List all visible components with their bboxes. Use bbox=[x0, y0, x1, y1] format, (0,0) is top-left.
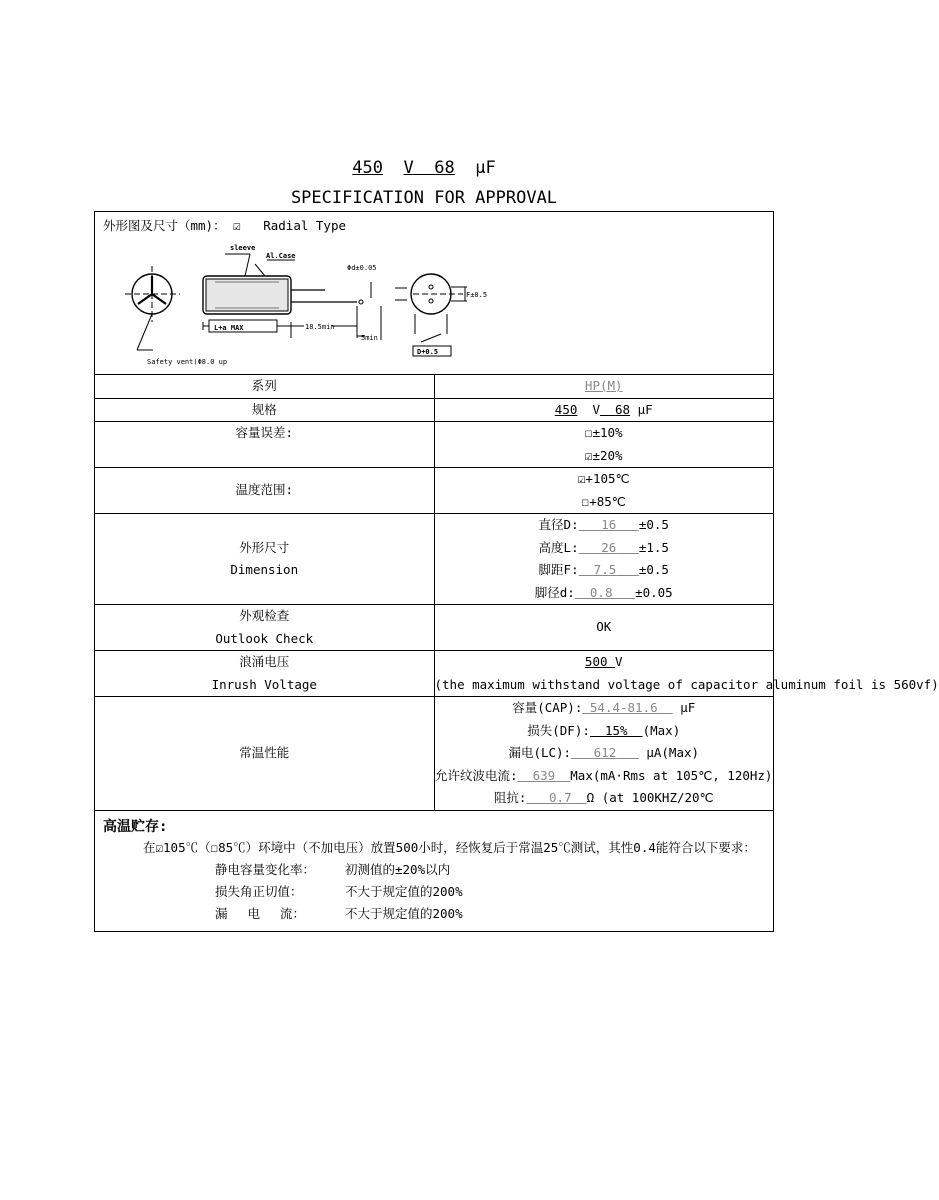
dimension-diameter: 直径D: 16 ±0.5 bbox=[538, 517, 669, 532]
temperature-label: 温度范围: bbox=[235, 482, 294, 498]
lead-diameter-label: Φd±0.05 bbox=[347, 264, 377, 272]
outlook-value: OK bbox=[596, 619, 612, 635]
dimension-label-cn: 外形尺寸 bbox=[239, 539, 290, 555]
row-inrush bbox=[95, 651, 774, 697]
header-cap-unit: μF bbox=[475, 158, 496, 178]
drawing-cell bbox=[95, 212, 774, 375]
impedance-line: 阻抗: 0.7 Ω (at 100KHZ/20℃ bbox=[493, 790, 714, 805]
diameter-label: D+0.5 bbox=[417, 348, 439, 356]
spec-label: 规格 bbox=[251, 401, 277, 417]
storage-req-leakage: 漏 电 流： 不大于规定值的200% bbox=[215, 905, 463, 921]
storage-body: 在☑105℃（☐85℃）环境中（不加电压）放置500小时，经恢复后于常温25℃测试，其性0.4能符合以下要求： bbox=[143, 839, 756, 855]
header-capacitance: 68 bbox=[434, 158, 455, 178]
document-title: SPECIFICATION FOR APPROVAL bbox=[290, 188, 558, 208]
temperature-option-105: ☑+105℃ bbox=[577, 471, 630, 486]
row-outlook bbox=[95, 605, 774, 651]
storage-req-dissipation: 损失角正切值： 不大于规定值的200% bbox=[215, 883, 463, 899]
row-normal-performance bbox=[95, 697, 774, 811]
al-case-label: Al.Case bbox=[266, 252, 296, 260]
tolerance-option-20: ☑±20% bbox=[584, 447, 623, 463]
series-value: HP(M) bbox=[584, 378, 623, 393]
row-temperature bbox=[95, 468, 774, 514]
lead-min-label: 5min bbox=[361, 334, 378, 342]
inrush-label-en: Inrush Voltage bbox=[211, 676, 317, 692]
tolerance-option-10: ☐±10% bbox=[584, 425, 623, 440]
inrush-value: 500 V bbox=[584, 654, 623, 669]
spec-table bbox=[94, 211, 939, 932]
dimension-height: 高度L: 26 ±1.5 bbox=[538, 539, 669, 555]
drawing-heading: 外形图及尺寸（mm)： ☑ Radial Type bbox=[103, 218, 347, 233]
vent-label: Safety vent(Φ8.0 up bbox=[147, 358, 228, 366]
inrush-label-cn: 浪涌电压 bbox=[239, 654, 290, 669]
dimension-lead: 脚径d: 0.8 ±0.05 bbox=[534, 584, 673, 600]
radial-checkbox: ☑ bbox=[233, 218, 241, 233]
row-tolerance bbox=[95, 422, 774, 468]
inrush-note: (the maximum withstand voltage of capacitor aluminum foil is 560vf) bbox=[434, 676, 939, 692]
dimension-pitch: 脚距F: 7.5 ±0.5 bbox=[538, 562, 669, 577]
row-dimension bbox=[95, 514, 774, 605]
series-label: 系列 bbox=[251, 378, 277, 393]
dissipation-line: 损失(DF): 15% (Max) bbox=[527, 722, 681, 738]
tolerance-label: 容量误差: bbox=[235, 425, 294, 440]
temperature-option-85: ☐+85℃ bbox=[581, 493, 626, 509]
vent-top-view bbox=[125, 266, 180, 350]
storage-req-capacitance: 静电容量变化率： 初测值的±20%以内 bbox=[215, 861, 451, 877]
ripple-line: 允许纹波电流: 639 Max(mA·Rms at 105℃, 120Hz) bbox=[435, 767, 773, 783]
header-rating bbox=[0, 158, 848, 178]
dimension-drawing bbox=[95, 234, 775, 374]
spec-sheet bbox=[94, 211, 939, 932]
header-voltage: 450 bbox=[352, 158, 384, 178]
dimension-label-en: Dimension bbox=[230, 562, 299, 577]
storage-title: 高温贮存: bbox=[103, 818, 168, 835]
header-volt-unit: V bbox=[403, 158, 414, 178]
row-storage bbox=[95, 810, 774, 931]
sleeve-label: sleeve bbox=[230, 244, 256, 252]
normal-performance-label: 常温性能 bbox=[239, 745, 290, 760]
capacitance-line: 容量(CAP): 54.4-81.6 μF bbox=[512, 700, 696, 715]
row-series bbox=[95, 375, 774, 399]
pitch-label: F±0.5 bbox=[466, 291, 488, 299]
row-spec bbox=[95, 398, 774, 422]
leakage-line: 漏电(LC): 612 μA(Max) bbox=[508, 745, 700, 760]
spec-value: 450 V 68 μF bbox=[554, 401, 653, 417]
outlook-label-cn: 外观检查 bbox=[239, 608, 290, 623]
capacitor-end-view bbox=[395, 274, 467, 356]
length-max-label: L+a MAX bbox=[214, 324, 244, 332]
outlook-label-en: Outlook Check bbox=[215, 630, 314, 646]
lead-length-label: 18.5min bbox=[305, 323, 335, 331]
